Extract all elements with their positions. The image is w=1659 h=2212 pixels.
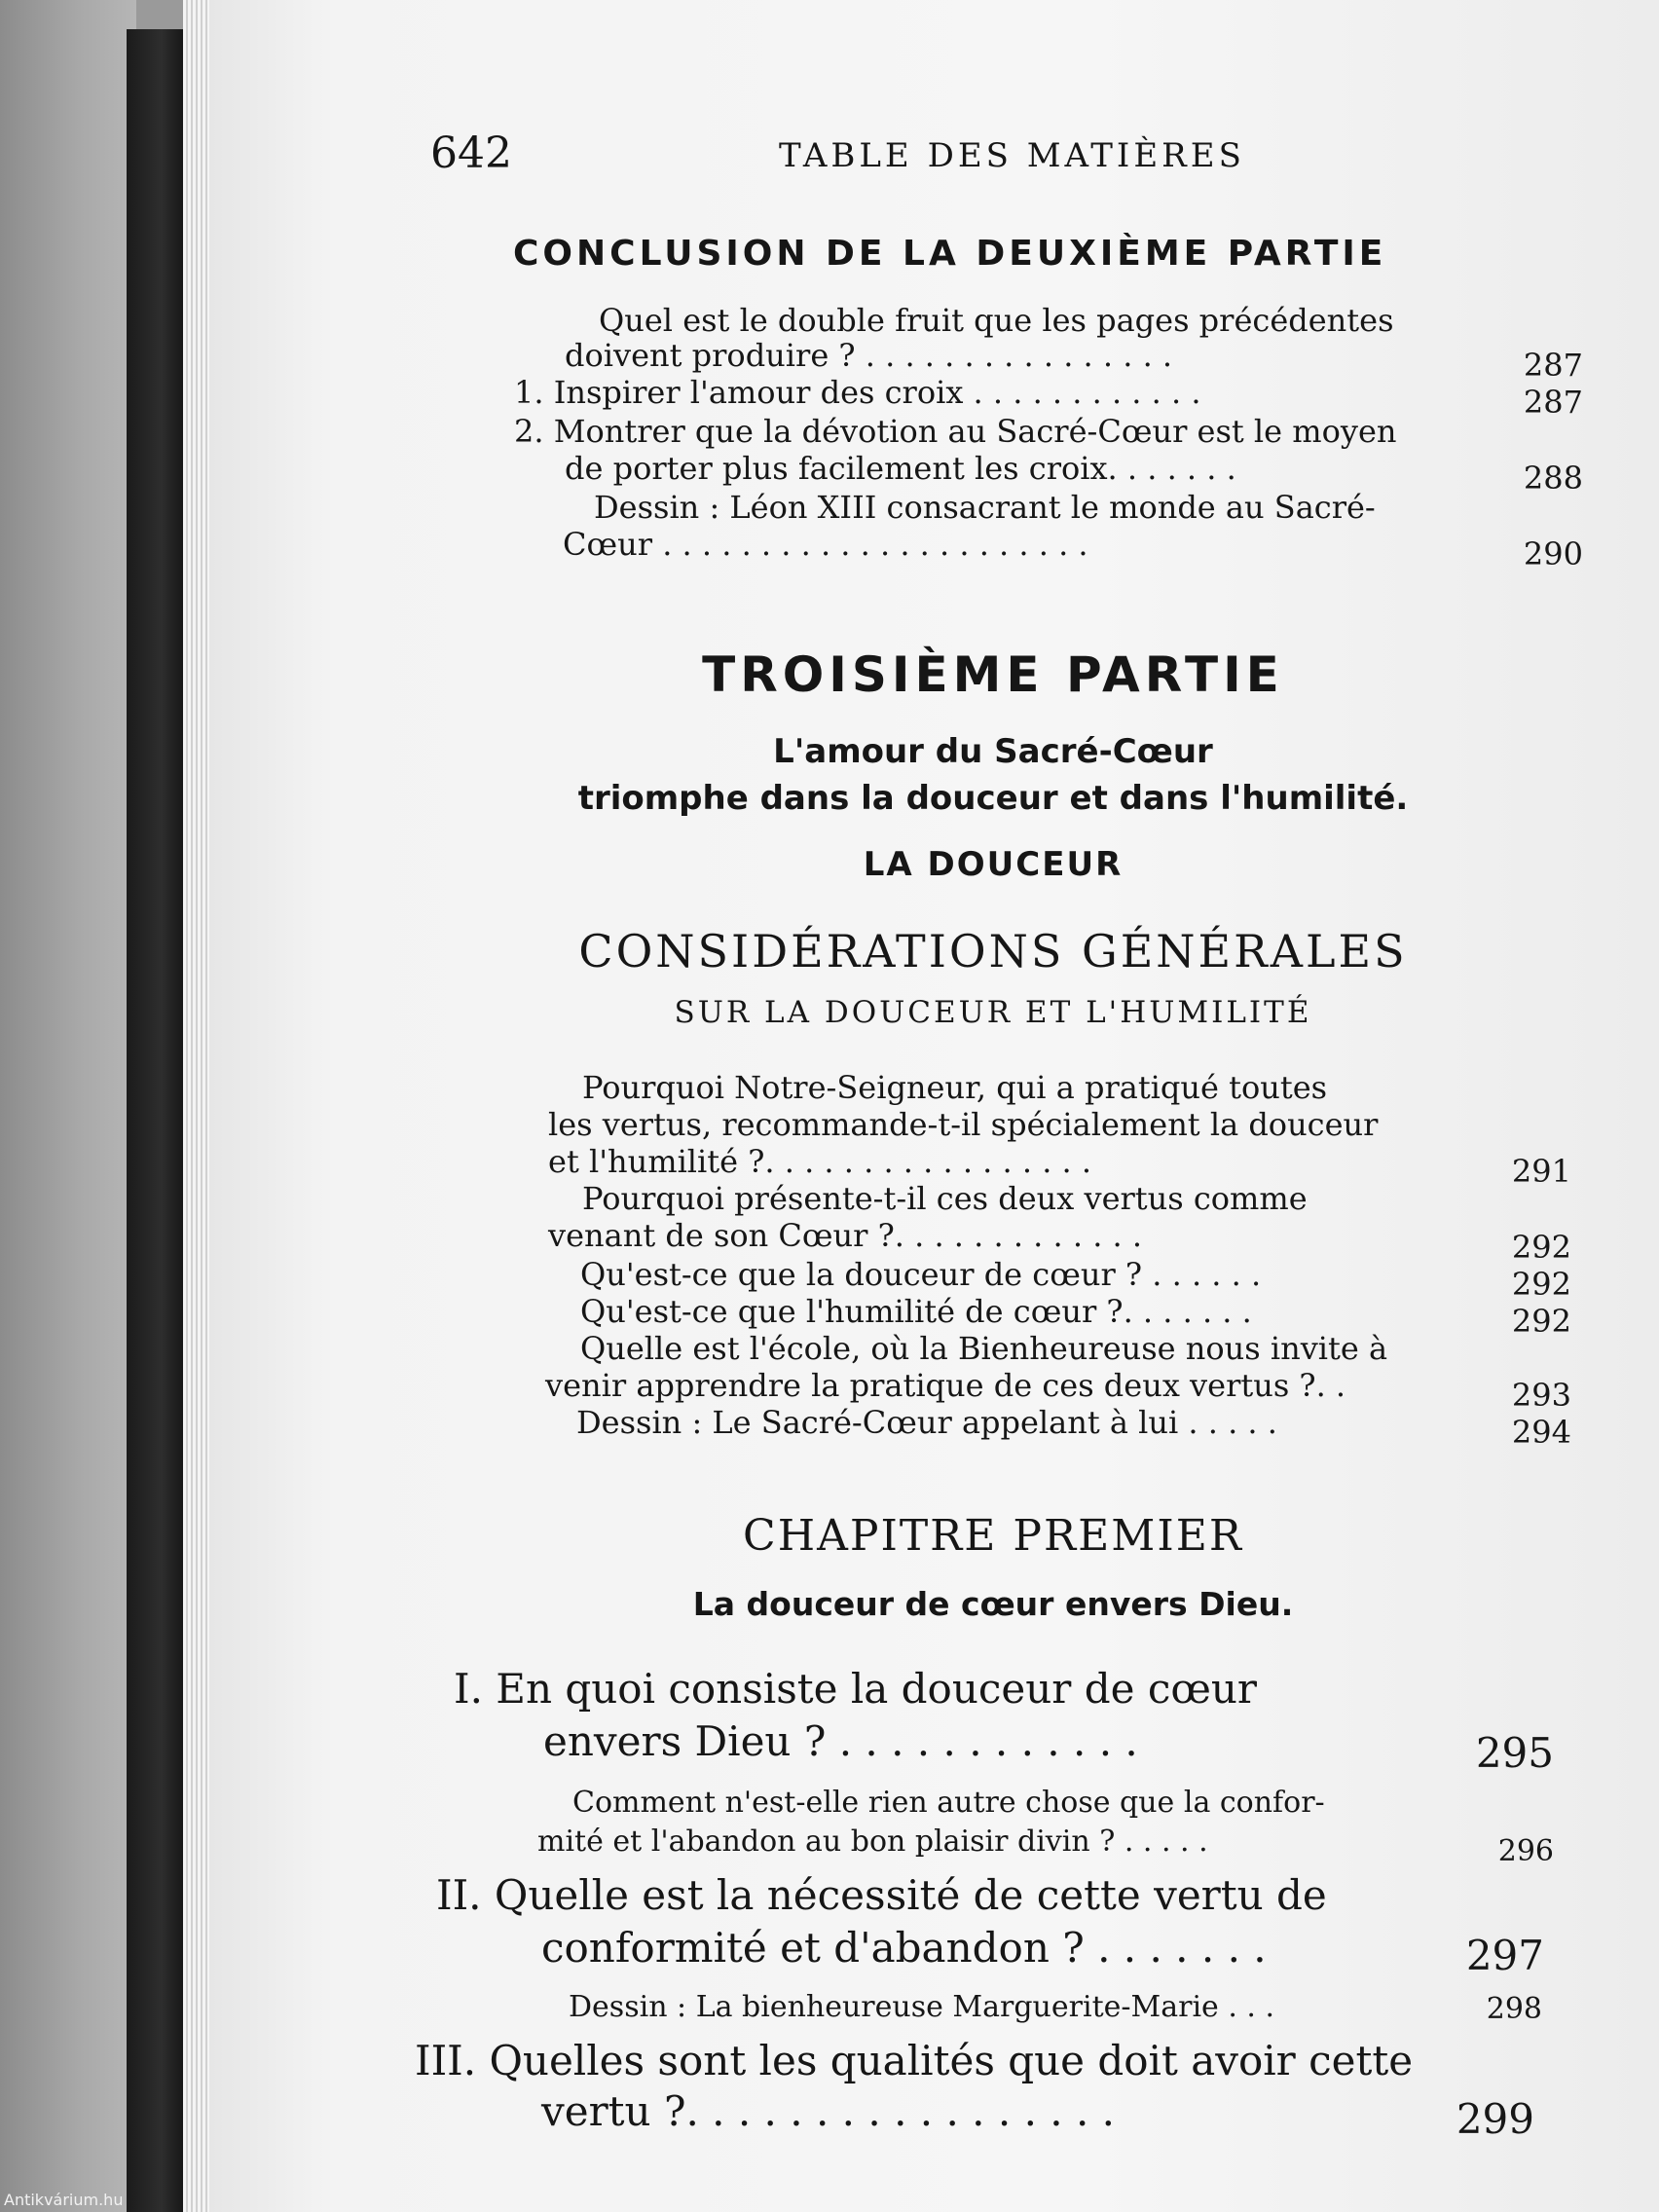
toc-entry-text: Pourquoi présente-t-il ces deux vertus comme [582,1180,1308,1217]
part-subtitle-line1: L'amour du Sacré-Cœur [773,732,1213,771]
toc-page-number: 291 [1511,1153,1571,1190]
toc-entry-text: venant de son Cœur ?. . . . . . . . . . . . . [548,1217,1143,1254]
toc-page-number: 287 [1523,347,1583,384]
toc-page-number: 292 [1511,1266,1571,1303]
toc-entry-text: doivent produire ? . . . . . . . . . . . . . . . . [565,337,1173,374]
page-number: 642 [430,129,512,178]
page-edges [183,0,212,2212]
toc-page-number: 288 [1523,460,1583,497]
watermark: Antikvárium.hu [4,2191,124,2209]
toc-entry-text: mité et l'abandon au bon plaisir divin ? . . . . . [537,1825,1208,1859]
section-title: LA DOUCEUR [863,845,1124,884]
book-spine [127,29,185,2212]
toc-entry-text: Dessin : Le Sacré-Cœur appelant à lui . . . . . [576,1404,1277,1441]
toc-entry-text: de porter plus facilement les croix. . . . . . . [565,450,1236,487]
chapter-heading: CHAPITRE PREMIER [743,1511,1243,1561]
toc-entry-text: 1. Inspirer l'amour des croix . . . . . . . . . . . . [514,374,1201,411]
toc-question-text: III. Quelles sont les qualités que doit avoir cette [415,2037,1414,2084]
toc-entry-text: Qu'est-ce que la douceur de cœur ? . . . . . . [580,1256,1262,1293]
part-title: TROISIÈME PARTIE [702,646,1284,703]
toc-entry-text: Dessin : La bienheureuse Marguerite-Marie . . . [569,1990,1275,2024]
toc-entry-text: 2. Montrer que la dévotion au Sacré-Cœur est le moyen [514,413,1397,450]
running-title: TABLE DES MATIÈRES [779,136,1245,175]
toc-page-number: 293 [1511,1377,1571,1414]
toc-entry-text: et l'humilité ?. . . . . . . . . . . . . . . . . [548,1143,1092,1180]
toc-entry-text: Quelle est l'école, où la Bienheureuse nous invite à [580,1330,1388,1367]
toc-page-number: 295 [1475,1729,1554,1777]
considerations-subheading: SUR LA DOUCEUR ET L'HUMILITÉ [674,995,1312,1030]
toc-question-text: conformité et d'abandon ? . . . . . . . [541,1924,1267,1972]
background-surface [0,0,136,2212]
conclusion-heading: CONCLUSION DE LA DEUXIÈME PARTIE [513,234,1387,274]
toc-question-text: II. Quelle est la nécessité de cette vertu de [436,1871,1327,1919]
toc-page-number: 297 [1465,1932,1544,1979]
toc-page-number: 292 [1511,1303,1571,1340]
toc-entry-text: Cœur . . . . . . . . . . . . . . . . . . . . . . [563,526,1088,563]
toc-entry-text: Quel est le double fruit que les pages précédentes [599,302,1394,339]
toc-entry-text: Dessin : Léon XIII consacrant le monde au Sacré- [594,489,1376,526]
toc-entry-text: venir apprendre la pratique de ces deux vertus ?. . [545,1367,1346,1404]
toc-entry-text: Pourquoi Notre-Seigneur, qui a pratiqué toutes [582,1069,1328,1106]
toc-entry-text: Qu'est-ce que l'humilité de cœur ?. . . . . . . [580,1293,1252,1330]
toc-page-number: 292 [1511,1229,1571,1266]
toc-entry-text: Comment n'est-elle rien autre chose que la confor- [572,1786,1325,1820]
chapter-subheading: La douceur de cœur envers Dieu. [692,1585,1294,1623]
toc-page-number: 294 [1511,1414,1571,1451]
toc-page-number: 287 [1523,384,1583,421]
toc-page-number: 298 [1486,1992,1542,2026]
toc-page-number: 290 [1523,535,1583,572]
toc-page-number: 296 [1497,1834,1554,1868]
toc-question-text: envers Dieu ? . . . . . . . . . . . . [543,1717,1138,1765]
toc-entry-text: les vertus, recommande-t-il spécialement la douceur [548,1106,1379,1143]
toc-page-number: 299 [1456,2095,1534,2143]
considerations-heading: CONSIDÉRATIONS GÉNÉRALES [578,925,1408,977]
toc-question-text: I. En quoi consiste la douceur de cœur [454,1665,1258,1713]
part-subtitle-line2: triomphe dans la douceur et dans l'humilité. [577,779,1409,818]
toc-question-text: vertu ?. . . . . . . . . . . . . . . . . [541,2087,1116,2135]
